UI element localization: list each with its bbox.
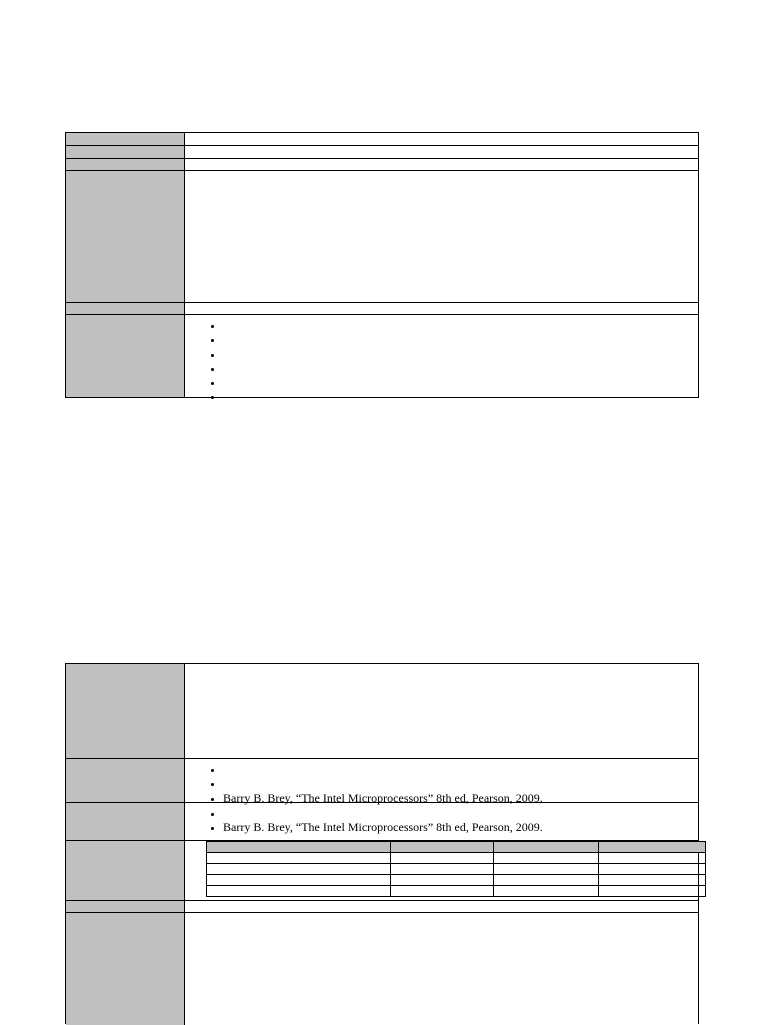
- inner-table-cell: [599, 886, 706, 897]
- row-value: [185, 901, 698, 912]
- list-item: [223, 375, 698, 389]
- reference-item: • Barry B. Brey, “The Intel Microprocessors” 8th ed, Pearson, 2009.: [223, 791, 698, 805]
- bullet-list: [185, 315, 698, 404]
- table-row: [66, 900, 698, 912]
- bullet-list: [185, 759, 698, 805]
- inner-table-cell: [494, 864, 599, 875]
- table-row: [66, 314, 698, 397]
- list-item: [223, 318, 698, 332]
- inner-table-cell: [207, 842, 391, 853]
- inner-table-cell: [599, 853, 706, 864]
- inner-table-cell: [494, 875, 599, 886]
- inner-table-cell: [207, 886, 391, 897]
- inner-table-cell: [207, 853, 391, 864]
- table-row: [66, 758, 698, 805]
- inner-table-header-row: [207, 842, 706, 853]
- inner-table-cell: [494, 842, 599, 853]
- table-row: [66, 170, 698, 302]
- row-value: [185, 664, 698, 758]
- inner-table-cell: [599, 875, 706, 886]
- inner-table-row: [207, 853, 706, 864]
- course-info-table-top: [65, 132, 699, 398]
- row-value: [185, 133, 698, 145]
- list-item: [223, 806, 698, 820]
- inner-table-cell: [207, 864, 391, 875]
- row-value: [185, 315, 698, 397]
- row-value: [185, 841, 698, 900]
- list-item: [223, 332, 698, 346]
- list-item: [223, 361, 698, 375]
- table-row: [66, 802, 698, 840]
- inner-table-cell: [494, 886, 599, 897]
- bullet-list: [185, 803, 698, 835]
- inner-table-cell: [391, 842, 494, 853]
- row-label: [66, 913, 185, 1025]
- reference-item: • Barry B. Brey, “The Intel Microprocessors” 8th ed, Pearson, 2009.: [223, 820, 698, 834]
- row-label: [66, 901, 185, 912]
- row-value: [185, 159, 698, 170]
- row-label: [66, 315, 185, 397]
- row-label: [66, 159, 185, 170]
- row-label: [66, 303, 185, 314]
- list-item: [223, 762, 698, 776]
- list-item: [223, 347, 698, 361]
- row-value: [185, 146, 698, 158]
- table-row: [66, 302, 698, 314]
- table-row: [66, 145, 698, 158]
- row-value: [185, 171, 698, 302]
- row-value: [185, 759, 698, 805]
- row-label: [66, 133, 185, 145]
- inner-table-cell: [391, 853, 494, 864]
- row-label: [66, 803, 185, 840]
- list-item: [223, 389, 698, 403]
- table-row: [66, 840, 698, 900]
- row-value: [185, 913, 698, 1025]
- inner-table-cell: [207, 875, 391, 886]
- table-row: [66, 133, 698, 145]
- row-label: [66, 841, 185, 900]
- row-label: [66, 759, 185, 802]
- inner-table-cell: [599, 864, 706, 875]
- row-value: [185, 303, 698, 314]
- row-label: [66, 171, 185, 302]
- assessment-table: [206, 841, 706, 897]
- inner-table-cell: [391, 875, 494, 886]
- inner-table-cell: [391, 864, 494, 875]
- list-item: [223, 776, 698, 790]
- table-row: [66, 158, 698, 170]
- course-info-table-bottom: [65, 663, 699, 1024]
- inner-table-cell: [599, 842, 706, 853]
- inner-table-row: [207, 886, 706, 897]
- table-row: [66, 664, 698, 758]
- row-label: [66, 664, 185, 758]
- row-label: [66, 146, 185, 158]
- row-value: [185, 803, 698, 840]
- inner-table-cell: [391, 886, 494, 897]
- table-row: [66, 912, 698, 1025]
- inner-table-row: [207, 875, 706, 886]
- inner-table-row: [207, 864, 706, 875]
- inner-table-cell: [494, 853, 599, 864]
